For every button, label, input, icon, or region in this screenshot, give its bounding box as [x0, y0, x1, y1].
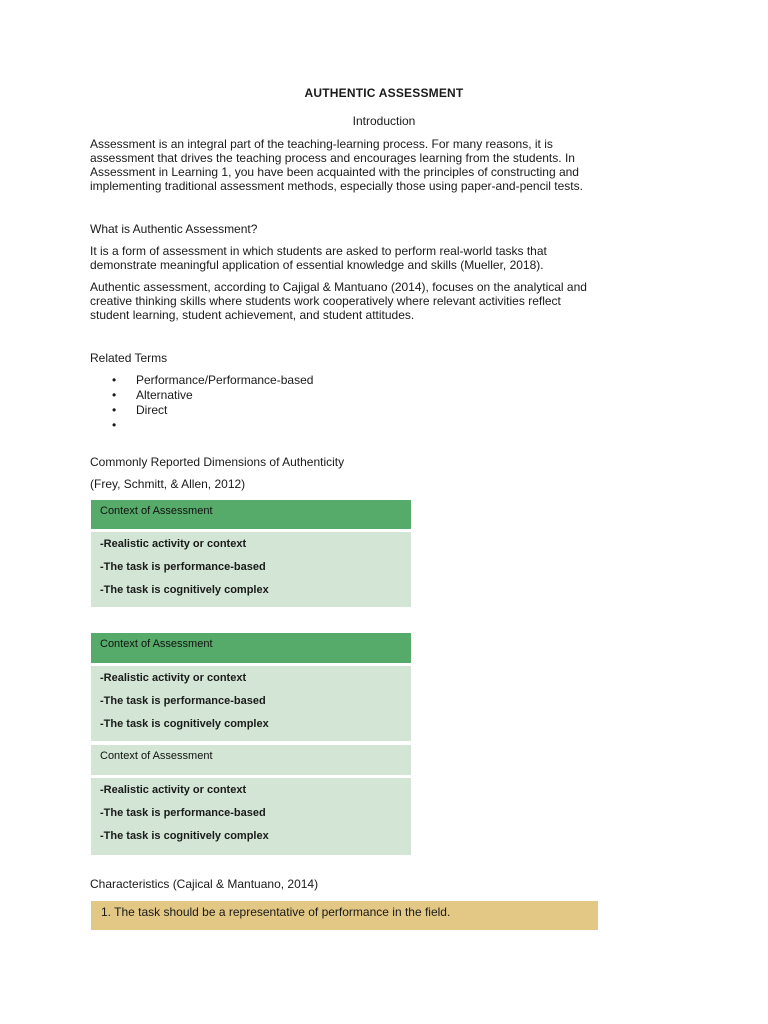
box-item: -Realistic activity or context — [100, 784, 247, 796]
related-terms-heading: Related Terms — [90, 351, 168, 365]
definition-line: It is a form of assessment in which students are asked to perform real-world tasks that — [90, 244, 547, 258]
list-item — [90, 403, 313, 418]
introduction-heading: Introduction — [352, 114, 416, 128]
list-item — [90, 373, 313, 388]
box-body — [91, 666, 411, 741]
bullet-icon: • — [112, 388, 117, 402]
box-item: -Realistic activity or context — [100, 672, 247, 684]
list-item — [90, 388, 313, 403]
box-body — [91, 532, 411, 607]
dimension-box — [91, 500, 411, 607]
dimensions-heading: Commonly Reported Dimensions of Authenticity — [90, 455, 345, 469]
intro-line: implementing traditional assessment methods, especially those using paper-and-pencil tests. — [90, 179, 583, 193]
box-header: Context of Assessment — [91, 500, 411, 529]
intro-line: Assessment is an integral part of the teaching-learning process. For many reasons, it is — [90, 137, 553, 151]
list-item-label: Direct — [136, 403, 168, 417]
box-header: Context of Assessment — [91, 745, 411, 775]
box-header: Context of Assessment — [91, 633, 411, 663]
box-body — [91, 778, 411, 855]
intro-paragraph — [90, 137, 680, 193]
related-terms-list — [90, 373, 313, 433]
cajigal-line: Authentic assessment, according to Cajigal & Mantuano (2014), focuses on the analytical and — [90, 280, 587, 294]
bullet-icon: • — [112, 418, 117, 432]
definition-paragraph — [90, 244, 680, 272]
document-title: AUTHENTIC ASSESSMENT — [304, 86, 464, 100]
box-item: -The task is performance-based — [100, 695, 266, 707]
cajigal-line: student learning, student achievement, and student attitudes. — [90, 308, 415, 322]
intro-line: Assessment in Learning 1, you have been acquainted with the principles of constructing and — [90, 165, 579, 179]
intro-line: assessment that drives the teaching process and encourages learning from the students. In — [90, 151, 575, 165]
box-item: -The task is performance-based — [100, 807, 266, 819]
box-item: -The task is cognitively complex — [100, 584, 269, 596]
dimension-box — [91, 745, 411, 855]
characteristic-item: 1. The task should be a representative of performance in the field. — [91, 901, 598, 930]
bullet-icon: • — [112, 373, 117, 387]
bullet-icon: • — [112, 403, 117, 417]
box-item: -The task is cognitively complex — [100, 830, 269, 842]
list-item — [90, 418, 313, 433]
box-item: -The task is cognitively complex — [100, 718, 269, 730]
box-item: -The task is performance-based — [100, 561, 266, 573]
question-heading: What is Authentic Assessment? — [90, 222, 258, 236]
cajigal-paragraph — [90, 280, 680, 322]
definition-line: demonstrate meaningful application of essential knowledge and skills (Mueller, 2018). — [90, 258, 544, 272]
cajigal-line: creative thinking skills where students work cooperatively where relevant activities reflect — [90, 294, 561, 308]
dimension-box — [91, 633, 411, 741]
box-item: -Realistic activity or context — [100, 538, 247, 550]
list-item-label: Performance/Performance-based — [136, 373, 314, 387]
list-item-label: Alternative — [136, 388, 193, 402]
dimensions-citation: (Frey, Schmitt, & Allen, 2012) — [90, 477, 246, 491]
characteristics-heading: Characteristics (Cajical & Mantuano, 2014) — [90, 877, 319, 891]
